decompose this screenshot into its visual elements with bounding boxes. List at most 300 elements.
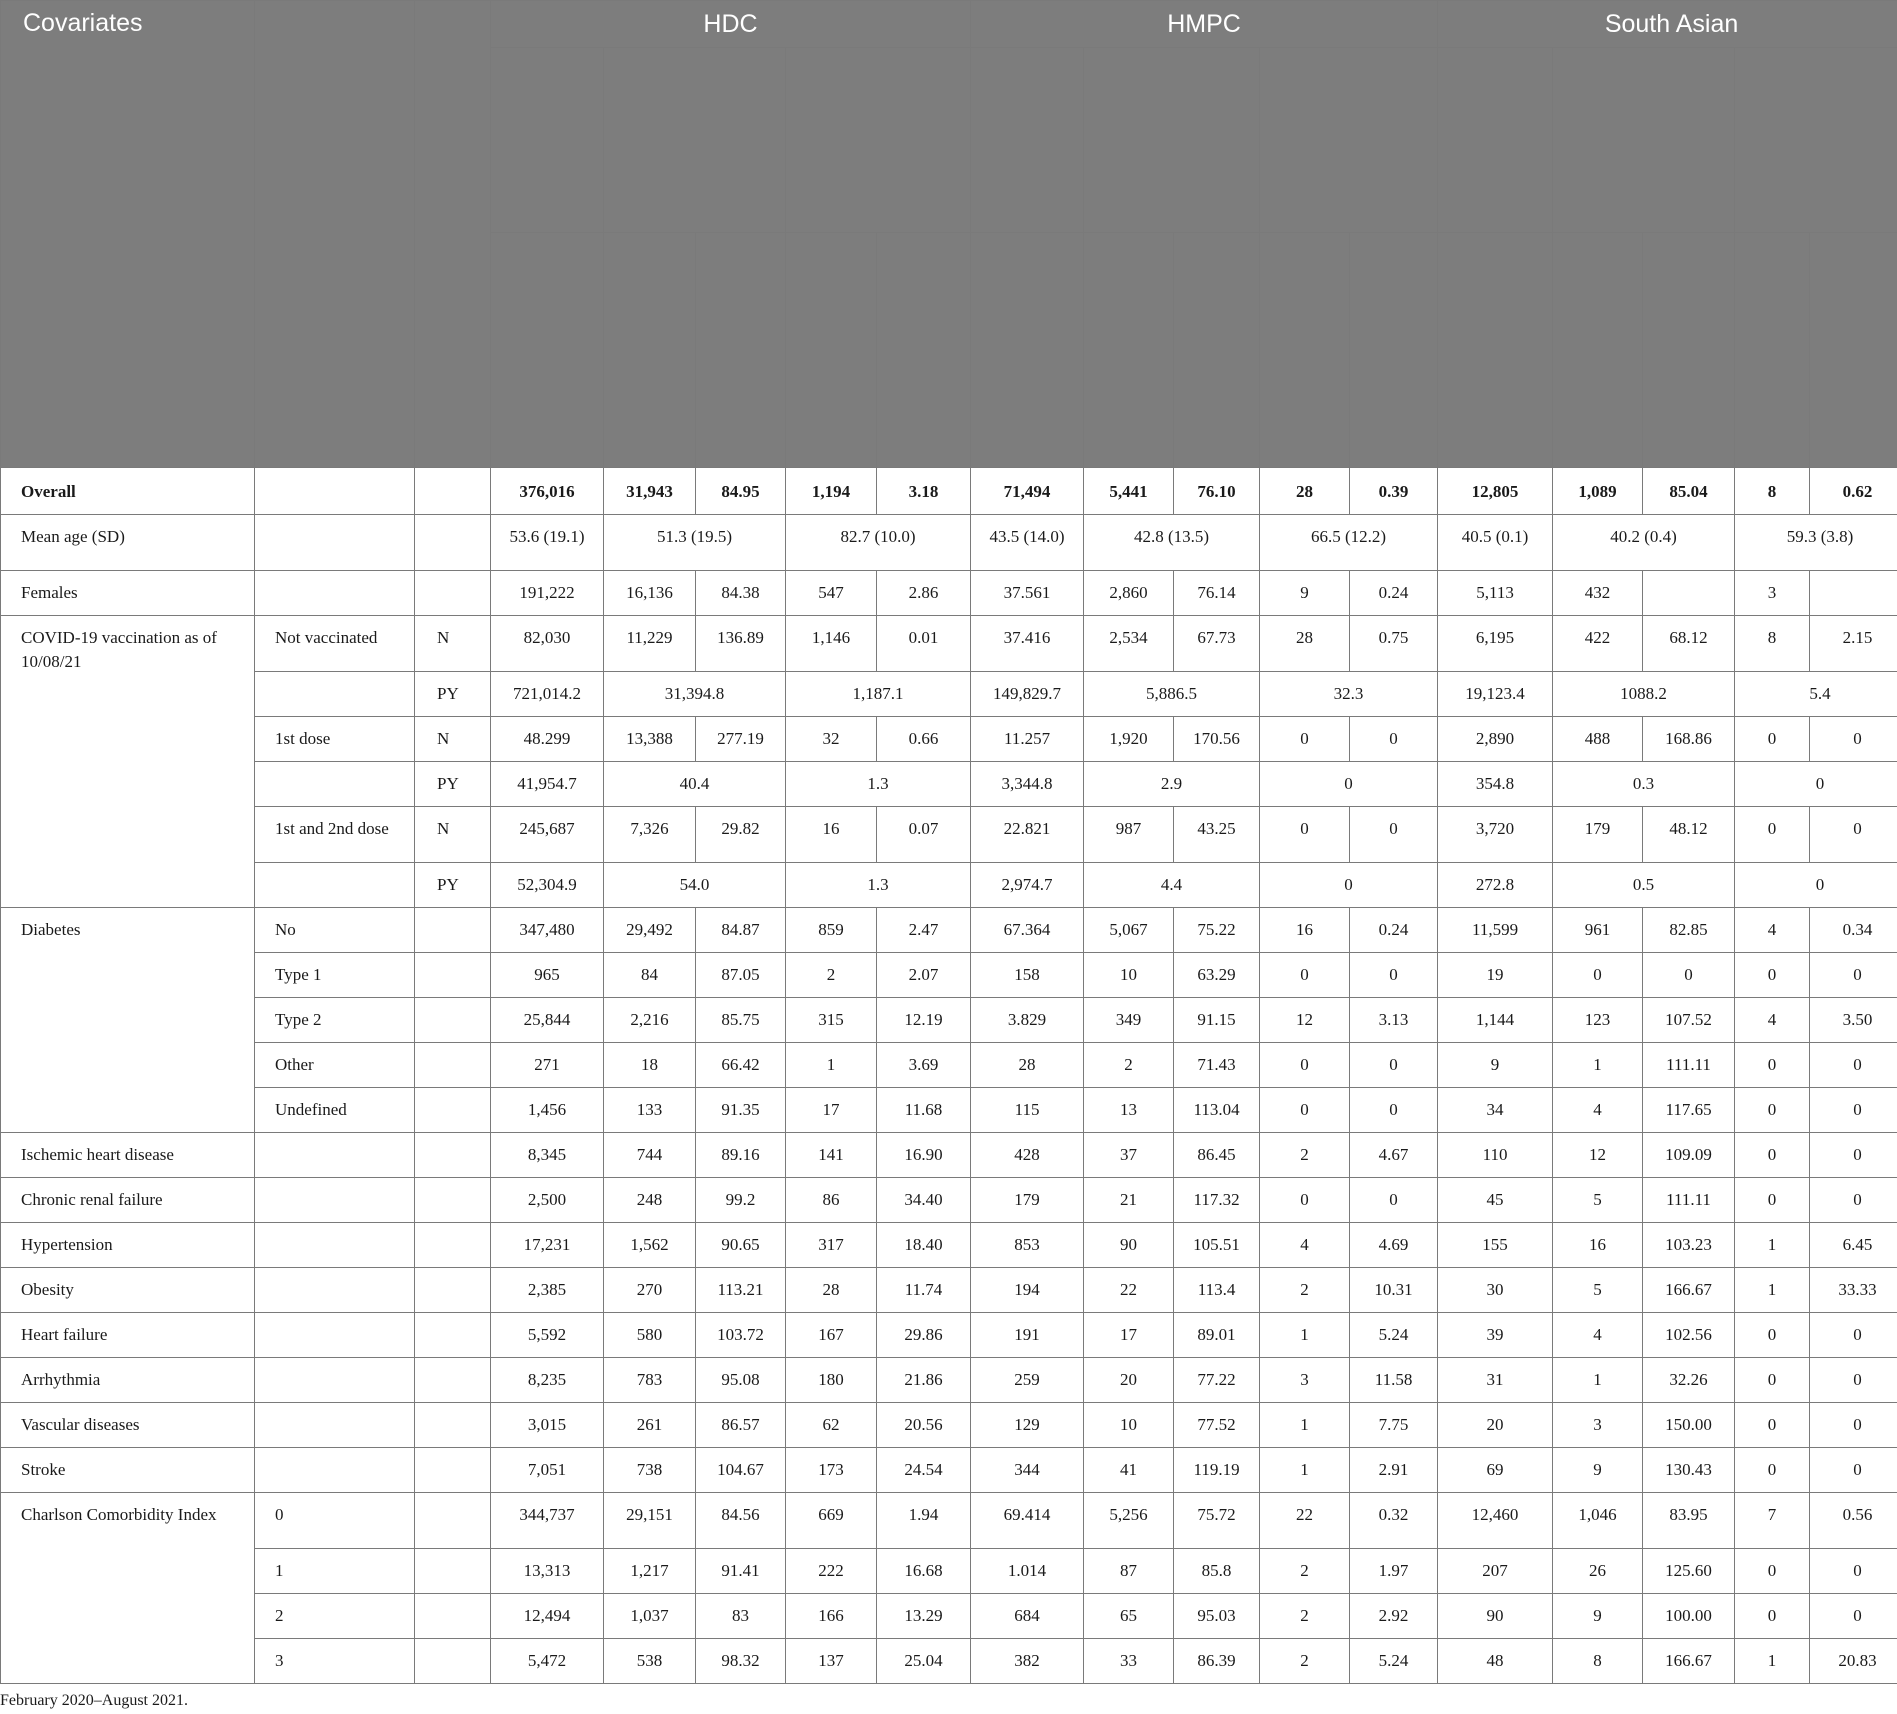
table-cell: 91.41 <box>696 1549 786 1594</box>
table-cell: 965 <box>491 953 604 998</box>
table-cell: 16 <box>1553 1223 1643 1268</box>
table-cell: 111.11 <box>1643 1178 1735 1223</box>
table-cell: 3 <box>255 1639 415 1684</box>
table-cell: 0 <box>1350 953 1438 998</box>
table-cell: 25.04 <box>877 1639 971 1684</box>
table-cell: 40.2 (0.4) <box>1553 515 1735 571</box>
crude-rate-header <box>1643 233 1735 468</box>
table-cell: 155 <box>1438 1223 1553 1268</box>
table-cell: 3 <box>1735 571 1810 616</box>
table-cell: 5,441 <box>1084 468 1174 515</box>
table-cell: 82.85 <box>1643 908 1735 953</box>
table-cell: 2 <box>1084 1043 1174 1088</box>
table-cell: 12 <box>1553 1133 1643 1178</box>
table-cell: 5.24 <box>1350 1639 1438 1684</box>
table-cell: 6.45 <box>1810 1223 1897 1268</box>
subheader-residents <box>1438 48 1553 233</box>
table-cell: 34 <box>1438 1088 1553 1133</box>
table-cell: 1 <box>1553 1043 1643 1088</box>
table-cell <box>415 515 491 571</box>
table-cell: 89.01 <box>1174 1313 1260 1358</box>
table-cell: 3 <box>1553 1403 1643 1448</box>
table-cell: 12,460 <box>1438 1493 1553 1549</box>
table-cell: 5.4 <box>1735 672 1897 717</box>
table-cell: 0 <box>1810 953 1897 998</box>
n-column-header <box>1438 233 1553 468</box>
table-cell: 32.26 <box>1643 1358 1735 1403</box>
row-label: Heart failure <box>1 1313 255 1358</box>
table-cell: 354.8 <box>1438 762 1553 807</box>
table-cell <box>255 515 415 571</box>
table-cell: Type 1 <box>255 953 415 998</box>
table-cell: 10 <box>1084 1403 1174 1448</box>
table-cell: 1 <box>1260 1403 1350 1448</box>
table-cell: 0 <box>1350 807 1438 863</box>
table-cell: 1 <box>1735 1268 1810 1313</box>
table-cell <box>255 762 415 807</box>
table-cell: 0 <box>1350 1178 1438 1223</box>
table-cell: PY <box>415 672 491 717</box>
table-cell: 77.52 <box>1174 1403 1260 1448</box>
table-cell: 191 <box>971 1313 1084 1358</box>
table-cell: 0 <box>1810 1313 1897 1358</box>
table-cell: 16 <box>786 807 877 863</box>
table-cell <box>415 1088 491 1133</box>
table-cell: 109.09 <box>1643 1133 1735 1178</box>
table-cell: 0 <box>1260 1178 1350 1223</box>
table-row <box>1 1448 1897 1493</box>
table-cell: 3,720 <box>1438 807 1553 863</box>
table-cell: 382 <box>971 1639 1084 1684</box>
table-cell: 2,385 <box>491 1268 604 1313</box>
table-cell: 62 <box>786 1403 877 1448</box>
table-cell: 53.6 (19.1) <box>491 515 604 571</box>
table-cell: 130.43 <box>1643 1448 1735 1493</box>
table-cell: 82,030 <box>491 616 604 672</box>
table-cell: 29,151 <box>604 1493 696 1549</box>
n-column-header <box>1553 233 1643 468</box>
table-cell: 721,014.2 <box>491 672 604 717</box>
table-cell: 0 <box>1735 953 1810 998</box>
table-body <box>1 468 1897 1684</box>
table-cell: 3,015 <box>491 1403 604 1448</box>
n-column-header <box>604 233 696 468</box>
table-cell: 3.829 <box>971 998 1084 1043</box>
table-cell: 12,805 <box>1438 468 1553 515</box>
table-cell: 2.15 <box>1810 616 1897 672</box>
table-cell: 0 <box>1735 1133 1810 1178</box>
table-cell: 9 <box>1553 1448 1643 1493</box>
table-cell: 48 <box>1438 1639 1553 1684</box>
table-cell: 67.73 <box>1174 616 1260 672</box>
table-cell: 3.18 <box>877 468 971 515</box>
blank-header <box>415 1 491 468</box>
table-cell: 103.72 <box>696 1313 786 1358</box>
table-cell: 0 <box>1735 863 1897 908</box>
covariates-header: Covariates <box>1 1 255 468</box>
table-cell: 0 <box>1810 1178 1897 1223</box>
table-cell <box>415 1133 491 1178</box>
table-cell: 0 <box>1735 1448 1810 1493</box>
footnote: February 2020–August 2021. <box>0 1692 188 1709</box>
table-cell <box>255 1448 415 1493</box>
table-cell: 853 <box>971 1223 1084 1268</box>
table-cell: 2,974.7 <box>971 863 1084 908</box>
table-cell: 84.38 <box>696 571 786 616</box>
table-cell: 107.52 <box>1643 998 1735 1043</box>
table-cell: 783 <box>604 1358 696 1403</box>
table-cell: 29.86 <box>877 1313 971 1358</box>
table-cell: 25,844 <box>491 998 604 1043</box>
table-cell <box>415 1268 491 1313</box>
table-cell: 191,222 <box>491 571 604 616</box>
table-cell: 0.07 <box>877 807 971 863</box>
table-cell: 71.43 <box>1174 1043 1260 1088</box>
table-cell: 1,194 <box>786 468 877 515</box>
table-cell: 0.3 <box>1553 762 1735 807</box>
table-cell: 11,599 <box>1438 908 1553 953</box>
table-cell: 52,304.9 <box>491 863 604 908</box>
table-cell: 0.01 <box>877 616 971 672</box>
table-cell: 0 <box>1350 1043 1438 1088</box>
table-cell: 180 <box>786 1358 877 1403</box>
table-cell: 45 <box>1438 1178 1553 1223</box>
table-cell: 9 <box>1438 1043 1553 1088</box>
table-cell: 2 <box>1260 1133 1350 1178</box>
table-cell: 5 <box>1553 1178 1643 1223</box>
table-cell: 95.08 <box>696 1358 786 1403</box>
table-cell: 1 <box>255 1549 415 1594</box>
table-cell: 5,067 <box>1084 908 1174 953</box>
table-cell: 71,494 <box>971 468 1084 515</box>
subheader-mortality <box>1735 48 1897 233</box>
table-cell: 744 <box>604 1133 696 1178</box>
table-cell: 1088.2 <box>1553 672 1735 717</box>
table-cell: 1 <box>1735 1223 1810 1268</box>
table-cell: 11,229 <box>604 616 696 672</box>
table-cell: 9 <box>1260 571 1350 616</box>
table-cell: 1 <box>1260 1448 1350 1493</box>
n-column-header <box>1260 233 1350 468</box>
crude-rate-header <box>1174 233 1260 468</box>
table-cell: 0 <box>1553 953 1643 998</box>
table-cell: 1,046 <box>1553 1493 1643 1549</box>
table-cell: 129 <box>971 1403 1084 1448</box>
table-cell: 22 <box>1260 1493 1350 1549</box>
table-cell: 0 <box>1735 717 1810 762</box>
table-cell: 245,687 <box>491 807 604 863</box>
table-cell: 0.34 <box>1810 908 1897 953</box>
table-cell: 0 <box>1810 717 1897 762</box>
table-cell: 0 <box>1350 1088 1438 1133</box>
subheader-mortality <box>1260 48 1438 233</box>
table-cell: 48.299 <box>491 717 604 762</box>
table-cell: 69 <box>1438 1448 1553 1493</box>
table-cell: 5.24 <box>1350 1313 1438 1358</box>
table-cell: 87 <box>1084 1549 1174 1594</box>
table-cell: 66.42 <box>696 1043 786 1088</box>
n-column-header <box>786 233 877 468</box>
table-cell: 76.10 <box>1174 468 1260 515</box>
table-cell: 1 <box>1553 1358 1643 1403</box>
table-cell: 85.04 <box>1643 468 1735 515</box>
table-cell: 4 <box>1735 908 1810 953</box>
subheader-mortality <box>786 48 971 233</box>
table-cell: 67.364 <box>971 908 1084 953</box>
table-cell: 8,345 <box>491 1133 604 1178</box>
table-cell: 0 <box>1735 1549 1810 1594</box>
table-cell: Undefined <box>255 1088 415 1133</box>
table-cell: 3.50 <box>1810 998 1897 1043</box>
table-cell: 149,829.7 <box>971 672 1084 717</box>
table-cell: 0.24 <box>1350 571 1438 616</box>
table-cell <box>1643 571 1735 616</box>
subheader-residents <box>971 48 1084 233</box>
crude-rate-header <box>1810 233 1897 468</box>
n-column-header <box>1735 233 1810 468</box>
table-cell: 16 <box>1260 908 1350 953</box>
table-row <box>1 717 1897 762</box>
table-cell: PY <box>415 762 491 807</box>
group-header-hdc: HDC <box>491 1 971 48</box>
table-cell <box>255 1223 415 1268</box>
table-cell: 0 <box>1810 1133 1897 1178</box>
table-cell: 422 <box>1553 616 1643 672</box>
table-cell: 105.51 <box>1174 1223 1260 1268</box>
table-cell: 125.60 <box>1643 1549 1735 1594</box>
table-cell: 179 <box>1553 807 1643 863</box>
table-cell: 547 <box>786 571 877 616</box>
table-cell: 2,860 <box>1084 571 1174 616</box>
table-cell: 0.56 <box>1810 1493 1897 1549</box>
table-cell: 85.8 <box>1174 1549 1260 1594</box>
table-row <box>1 807 1897 863</box>
table-cell: 0 <box>1735 1313 1810 1358</box>
table-cell: 18.40 <box>877 1223 971 1268</box>
table-row <box>1 998 1897 1043</box>
table-cell: 91.35 <box>696 1088 786 1133</box>
table-cell: N <box>415 717 491 762</box>
table-cell: 119.19 <box>1174 1448 1260 1493</box>
table-cell: 21 <box>1084 1178 1174 1223</box>
table-cell: 166.67 <box>1643 1268 1735 1313</box>
table-cell: 167 <box>786 1313 877 1358</box>
table-cell: 8 <box>1553 1639 1643 1684</box>
table-cell: 0 <box>1735 807 1810 863</box>
table-cell <box>255 672 415 717</box>
table-cell: 84.95 <box>696 468 786 515</box>
row-label: Arrhythmia <box>1 1358 255 1403</box>
table-cell: 1.014 <box>971 1549 1084 1594</box>
table-cell: 11.58 <box>1350 1358 1438 1403</box>
row-label: Females <box>1 571 255 616</box>
table-cell: 102.56 <box>1643 1313 1735 1358</box>
table-cell: 0 <box>1810 807 1897 863</box>
table-cell: 104.67 <box>696 1448 786 1493</box>
table-cell: 0 <box>1735 1403 1810 1448</box>
table-cell: 100.00 <box>1643 1594 1735 1639</box>
table-cell: 8 <box>1735 468 1810 515</box>
table-cell: 86.45 <box>1174 1133 1260 1178</box>
table-cell: 90.65 <box>696 1223 786 1268</box>
table-cell: 137 <box>786 1639 877 1684</box>
table-cell: 0 <box>255 1493 415 1549</box>
subheader-infection <box>604 48 786 233</box>
table-cell: 7,051 <box>491 1448 604 1493</box>
table-cell: 0 <box>1260 1088 1350 1133</box>
table-cell: 16.68 <box>877 1549 971 1594</box>
table-cell: 69.414 <box>971 1493 1084 1549</box>
row-label: Overall <box>1 468 255 515</box>
table-cell: 166 <box>786 1594 877 1639</box>
table-cell: 3.69 <box>877 1043 971 1088</box>
table-cell: 317 <box>786 1223 877 1268</box>
table-cell: 961 <box>1553 908 1643 953</box>
table-cell: 1,146 <box>786 616 877 672</box>
table-cell: 1.3 <box>786 762 971 807</box>
table-cell: 0.32 <box>1350 1493 1438 1549</box>
table-cell: 170.56 <box>1174 717 1260 762</box>
table-cell: 738 <box>604 1448 696 1493</box>
table-cell: 0 <box>1260 953 1350 998</box>
table-cell: 2,890 <box>1438 717 1553 762</box>
table-row <box>1 1549 1897 1594</box>
table-cell: 0 <box>1350 717 1438 762</box>
table-cell: N <box>415 807 491 863</box>
row-label: Obesity <box>1 1268 255 1313</box>
table-cell: 2,534 <box>1084 616 1174 672</box>
table-row <box>1 1133 1897 1178</box>
row-label: Charlson Comorbidity Index <box>1 1493 255 1684</box>
table-cell: 40.5 (0.1) <box>1438 515 1553 571</box>
table-cell: 117.32 <box>1174 1178 1260 1223</box>
table-cell: 0 <box>1810 1043 1897 1088</box>
table-cell: 0 <box>1735 1043 1810 1088</box>
table-cell: 222 <box>786 1549 877 1594</box>
table-cell: 2 <box>1260 1549 1350 1594</box>
table-cell: Not vaccinated <box>255 616 415 672</box>
table-row <box>1 1268 1897 1313</box>
table-cell <box>415 1178 491 1223</box>
table-cell: 669 <box>786 1493 877 1549</box>
table-cell: 48.12 <box>1643 807 1735 863</box>
row-label: Diabetes <box>1 908 255 1133</box>
table-cell <box>415 1493 491 1549</box>
table-cell: 113.04 <box>1174 1088 1260 1133</box>
table-cell: 5,113 <box>1438 571 1553 616</box>
table-cell: 0 <box>1810 1594 1897 1639</box>
table-cell: 987 <box>1084 807 1174 863</box>
table-cell: 349 <box>1084 998 1174 1043</box>
table-cell: 0 <box>1735 1358 1810 1403</box>
table-cell: 19,123.4 <box>1438 672 1553 717</box>
table-cell: 0.39 <box>1350 468 1438 515</box>
table-cell: 12 <box>1260 998 1350 1043</box>
table-cell <box>415 1594 491 1639</box>
table-cell: 31,394.8 <box>604 672 786 717</box>
table-cell: 32.3 <box>1260 672 1438 717</box>
table-cell: 2 <box>1260 1268 1350 1313</box>
table-cell: 8 <box>1735 616 1810 672</box>
table-cell: 173 <box>786 1448 877 1493</box>
table-cell: 3 <box>1260 1358 1350 1403</box>
table-cell: 538 <box>604 1639 696 1684</box>
subheader-residents <box>491 48 604 233</box>
table-cell: 28 <box>971 1043 1084 1088</box>
table-cell: 28 <box>1260 468 1350 515</box>
table-cell: 43.25 <box>1174 807 1260 863</box>
table-cell: 84 <box>604 953 696 998</box>
table-cell: 5,592 <box>491 1313 604 1358</box>
table-cell: 103.23 <box>1643 1223 1735 1268</box>
table-cell: 261 <box>604 1403 696 1448</box>
table-cell: 0 <box>1810 1088 1897 1133</box>
table-cell <box>255 1403 415 1448</box>
table-cell: 22.821 <box>971 807 1084 863</box>
row-label: Chronic renal failure <box>1 1178 255 1223</box>
table-cell: 315 <box>786 998 877 1043</box>
table-cell: 0 <box>1735 1178 1810 1223</box>
table-cell: 488 <box>1553 717 1643 762</box>
table-cell: 271 <box>491 1043 604 1088</box>
table-cell: 684 <box>971 1594 1084 1639</box>
table-cell: 24.54 <box>877 1448 971 1493</box>
table-cell: 98.32 <box>696 1639 786 1684</box>
table-cell: 8,235 <box>491 1358 604 1403</box>
table-cell: 65 <box>1084 1594 1174 1639</box>
table-cell: 0.75 <box>1350 616 1438 672</box>
table-cell: 33.33 <box>1810 1268 1897 1313</box>
table-cell: 5,472 <box>491 1639 604 1684</box>
table-cell: 86 <box>786 1178 877 1223</box>
table-cell: 4 <box>1553 1313 1643 1358</box>
table-row <box>1 616 1897 672</box>
table-cell: 428 <box>971 1133 1084 1178</box>
table-cell: 117.65 <box>1643 1088 1735 1133</box>
table-row <box>1 468 1897 515</box>
table-row <box>1 1088 1897 1133</box>
table-cell <box>415 571 491 616</box>
table-cell: 17 <box>786 1088 877 1133</box>
table-cell: Type 2 <box>255 998 415 1043</box>
n-column-header <box>1084 233 1174 468</box>
table-cell: 5,256 <box>1084 1493 1174 1549</box>
n-column-header <box>491 233 604 468</box>
table-cell: 54.0 <box>604 863 786 908</box>
table-cell: 2 <box>1260 1594 1350 1639</box>
table-cell: 99.2 <box>696 1178 786 1223</box>
table-cell <box>415 1223 491 1268</box>
table-cell: 0 <box>1810 1549 1897 1594</box>
table-cell: 20.83 <box>1810 1639 1897 1684</box>
table-row <box>1 515 1897 571</box>
table-cell: 179 <box>971 1178 1084 1223</box>
row-label: Vascular diseases <box>1 1403 255 1448</box>
table-cell: 141 <box>786 1133 877 1178</box>
table-cell: 1,456 <box>491 1088 604 1133</box>
table-cell: 51.3 (19.5) <box>604 515 786 571</box>
table-cell: 115 <box>971 1088 1084 1133</box>
table-cell: 344,737 <box>491 1493 604 1549</box>
table-cell: 168.86 <box>1643 717 1735 762</box>
group-header-south-asian: South Asian <box>1438 1 1897 48</box>
table-row <box>1 762 1897 807</box>
table-cell: 11.257 <box>971 717 1084 762</box>
table-cell: PY <box>415 863 491 908</box>
row-label: Hypertension <box>1 1223 255 1268</box>
table-cell: 0 <box>1260 863 1438 908</box>
table-row <box>1 1223 1897 1268</box>
